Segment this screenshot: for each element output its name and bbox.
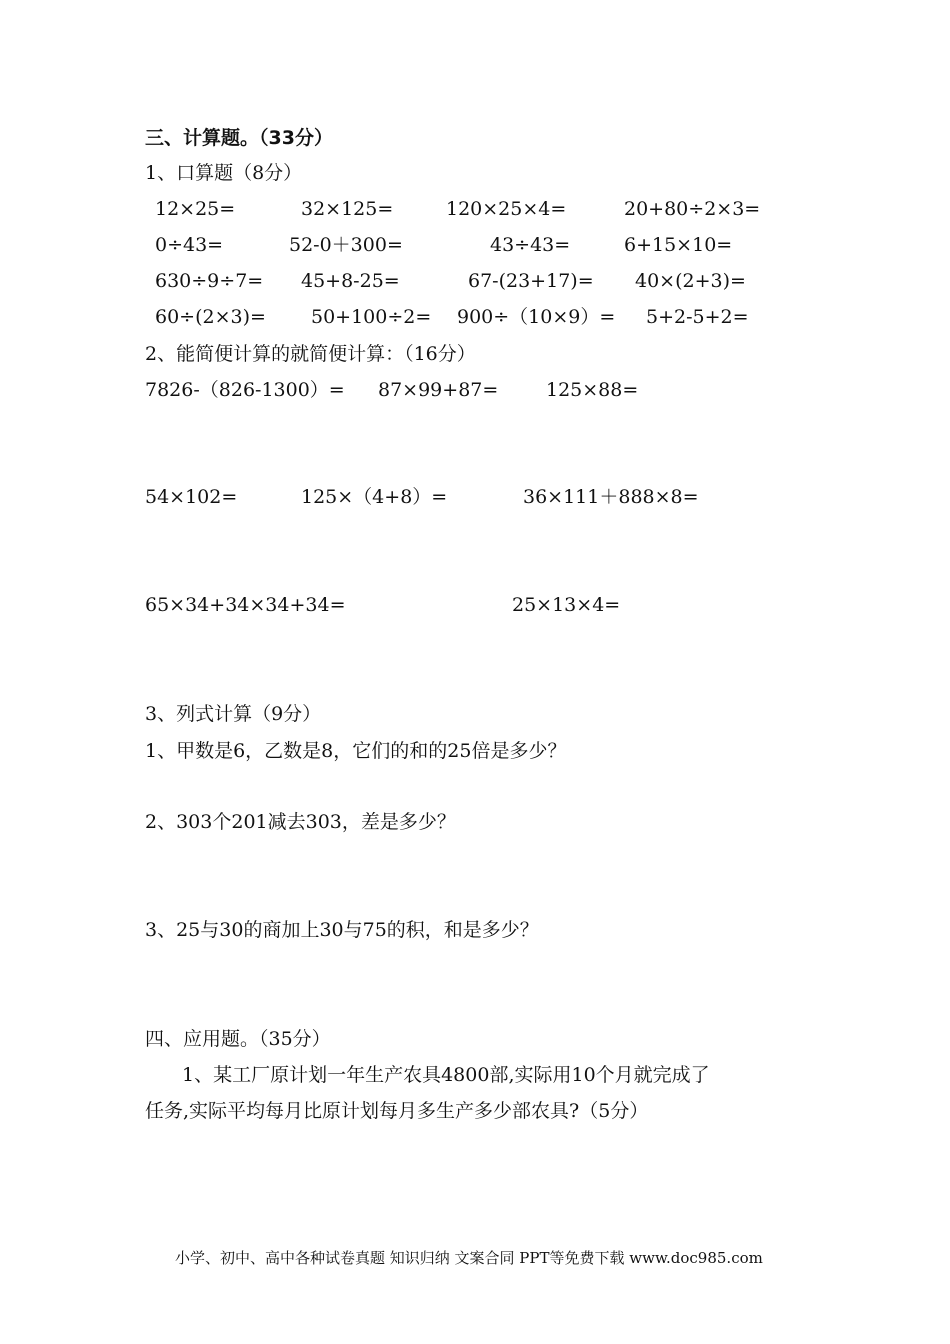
oral-calc-item: 630÷9÷7= (155, 270, 264, 292)
oral-calc-item: 50+100÷2= (311, 306, 432, 328)
word-calc-question-3: 3、25与30的商加上30与75的积，和是多少？ (145, 919, 539, 941)
oral-calc-item: 45+8-25= (301, 270, 400, 292)
oral-calc-item: 20+80÷2×3= (624, 198, 761, 220)
simplify-item: 36×111＋888×8= (523, 486, 699, 508)
section4-title: 四、应用题。（35分） (145, 1028, 331, 1050)
word-calc-question-1: 1、甲数是6，乙数是8，它们的和的25倍是多少？ (145, 740, 567, 762)
simplify-item: 7826-（826-1300）= (145, 379, 345, 401)
simplify-item: 54×102= (145, 486, 238, 508)
oral-calc-item: 5+2-5+2= (646, 306, 749, 328)
simplify-item: 125×88= (546, 379, 639, 401)
simplify-item: 125×（4+8）= (301, 486, 448, 508)
section3-title: 三、计算题。（33分） (145, 127, 333, 149)
simplify-item: 87×99+87= (378, 379, 499, 401)
oral-calc-item: 900÷（10×9）= (457, 306, 616, 328)
oral-calc-item: 67-(23+17)= (468, 270, 594, 292)
application-question-1-line-1: 1、某工厂原计划一年生产农具4800部,实际用10个月就完成了 (182, 1064, 710, 1086)
oral-calc-item: 12×25= (155, 198, 236, 220)
oral-calc-item: 32×125= (301, 198, 394, 220)
part1-title: 1、口算题（8分） (145, 162, 303, 184)
part3-title: 3、列式计算（9分） (145, 703, 322, 725)
oral-calc-item: 43÷43= (490, 234, 571, 256)
footer-text: 小学、初中、高中各种试卷真题 知识归纳 文案合同 PPT等免费下载 www.doc985.com (175, 1249, 763, 1267)
oral-calc-item: 6+15×10= (624, 234, 733, 256)
oral-calc-item: 52-0＋300= (289, 234, 403, 256)
oral-calc-item: 60÷(2×3)= (155, 306, 266, 328)
simplify-item: 65×34+34×34+34= (145, 594, 346, 616)
part2-title: 2、能简便计算的就简便计算：（16分） (145, 343, 476, 365)
oral-calc-item: 40×(2+3)= (635, 270, 746, 292)
oral-calc-item: 120×25×4= (446, 198, 567, 220)
word-calc-question-2: 2、303个201减去303，差是多少？ (145, 811, 456, 833)
oral-calc-item: 0÷43= (155, 234, 224, 256)
application-question-1-line-2: 任务,实际平均每月比原计划每月多生产多少部农具?（5分） (145, 1100, 649, 1122)
simplify-item: 25×13×4= (512, 594, 621, 616)
